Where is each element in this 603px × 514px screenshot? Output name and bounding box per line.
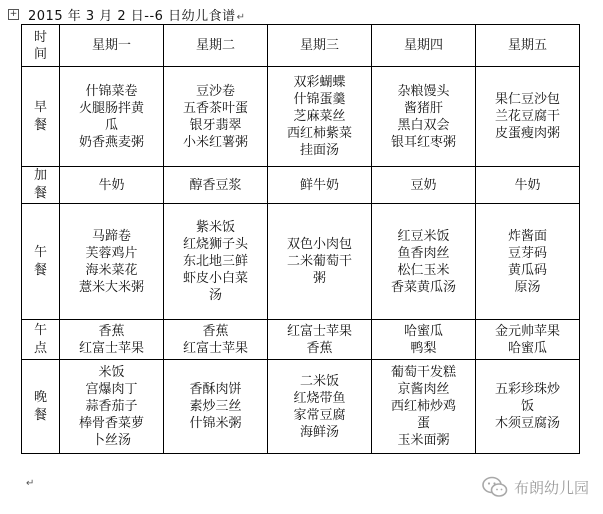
row-label-dinner bbox=[22, 360, 60, 454]
menu-cell-lunch-wednesday bbox=[268, 204, 372, 320]
menu-item-line: 香蕉 bbox=[98, 323, 125, 339]
menu-cell-dinner-friday bbox=[476, 360, 580, 454]
paragraph-mark: ↵ bbox=[236, 12, 246, 23]
menu-item-line: 京酱肉丝 bbox=[397, 382, 450, 397]
menu-item-line: 芙蓉鸡片 bbox=[85, 245, 138, 261]
menu-item-line: 原汤 bbox=[514, 279, 541, 295]
menu-item-line: 牛奶 bbox=[98, 177, 125, 193]
menu-item-line: 五香茶叶蛋 bbox=[182, 100, 248, 116]
menu-item-line: 双色小肉包 bbox=[286, 237, 352, 252]
menu-cell-breakfast-tuesday bbox=[164, 67, 268, 167]
menu-item-line: 哈蜜瓜 bbox=[403, 323, 443, 339]
menu-table-body bbox=[22, 67, 580, 454]
menu-item-line: 香蕉 bbox=[202, 323, 229, 339]
menu-item-line: 香酥肉饼 bbox=[189, 382, 242, 397]
watermark-text: 布朗幼儿园 bbox=[513, 478, 589, 497]
menu-item-line: 海鲜汤 bbox=[299, 424, 339, 440]
menu-item-line: 鱼香肉丝 bbox=[397, 245, 450, 261]
menu-item-line: 棒骨香菜萝 bbox=[78, 416, 144, 431]
menu-item-line: 鸭梨 bbox=[410, 340, 437, 356]
menu-item-line: 卜丝汤 bbox=[91, 433, 131, 448]
menu-item-line: 蛋 bbox=[416, 416, 430, 431]
menu-cell-lunch-tuesday bbox=[164, 204, 268, 320]
menu-item-line: 素炒三丝 bbox=[189, 399, 242, 414]
menu-item-line: 粥 bbox=[312, 271, 326, 286]
menu-item-line: 黑白双会 bbox=[397, 117, 450, 133]
menu-item-line: 瓜 bbox=[104, 117, 118, 133]
row-label-afternoon-snack bbox=[22, 320, 60, 360]
menu-item-line: 牛奶 bbox=[514, 177, 541, 193]
menu-cell-dinner-monday bbox=[60, 360, 164, 454]
menu-item-line: 海米菜花 bbox=[85, 262, 138, 278]
row-label-line: 餐 bbox=[33, 407, 47, 423]
menu-item-line: 芝麻菜丝 bbox=[293, 109, 346, 124]
menu-cell-afternoon-snack-monday bbox=[60, 320, 164, 360]
menu-cell-dinner-tuesday bbox=[164, 360, 268, 454]
row-label-breakfast bbox=[22, 67, 60, 167]
row-label-line: 点 bbox=[33, 340, 47, 356]
row-label-line: 加 bbox=[33, 168, 47, 183]
row-label-line: 晚 bbox=[33, 389, 47, 405]
menu-item-line: 家常豆腐 bbox=[293, 407, 346, 423]
menu-item-line: 什锦菜卷 bbox=[85, 83, 138, 99]
menu-item-line: 酱猪肝 bbox=[403, 100, 443, 116]
menu-cell-snack-wednesday bbox=[268, 167, 372, 204]
menu-item-line: 玉米面粥 bbox=[397, 433, 450, 448]
header-cell-monday: 星期一 bbox=[60, 25, 164, 67]
menu-item-line: 东北地三鲜 bbox=[182, 254, 248, 269]
menu-item-line: 红富士苹果 bbox=[286, 323, 352, 339]
menu-item-line: 香菜黄瓜汤 bbox=[390, 279, 456, 295]
row-label-line: 早 bbox=[33, 99, 47, 115]
header-cell-wednesday: 星期三 bbox=[268, 25, 372, 67]
menu-item-line: 葡萄干发糕 bbox=[390, 365, 456, 380]
menu-table bbox=[21, 24, 580, 454]
menu-item-line: 西红柿紫菜 bbox=[286, 126, 352, 141]
menu-cell-lunch-friday bbox=[476, 204, 580, 320]
menu-item-line: 杂粮馒头 bbox=[397, 83, 450, 99]
menu-item-line: 二米饭 bbox=[299, 373, 339, 389]
title-text: 2015 年 3 月 2 日--6 日幼儿食谱 bbox=[28, 9, 236, 24]
table-row-snack bbox=[22, 167, 580, 204]
watermark bbox=[482, 476, 589, 498]
row-label-lunch bbox=[22, 204, 60, 320]
menu-item-line: 松仁玉米 bbox=[397, 262, 450, 278]
menu-cell-snack-monday bbox=[60, 167, 164, 204]
menu-item-line: 宫爆肉丁 bbox=[85, 382, 138, 397]
menu-item-line: 汤 bbox=[208, 288, 222, 303]
table-move-handle[interactable]: + bbox=[9, 9, 18, 19]
row-label-line: 餐 bbox=[33, 186, 47, 201]
menu-item-line: 火腿肠拌黄 bbox=[78, 100, 144, 116]
menu-item-line: 二米葡萄干 bbox=[286, 254, 352, 269]
row-label-snack bbox=[22, 167, 60, 204]
table-row-dinner bbox=[22, 360, 580, 454]
menu-item-line: 哈蜜瓜 bbox=[507, 340, 547, 356]
menu-item-line: 饭 bbox=[520, 399, 534, 414]
header-cell-friday: 星期五 bbox=[476, 25, 580, 67]
menu-item-line: 什锦蛋羹 bbox=[293, 92, 346, 107]
table-row-breakfast bbox=[22, 67, 580, 167]
menu-cell-afternoon-snack-friday bbox=[476, 320, 580, 360]
menu-item-line: 银牙翡翠 bbox=[189, 117, 242, 133]
menu-item-line: 奶香燕麦粥 bbox=[78, 134, 144, 150]
menu-item-line: 果仁豆沙包 bbox=[494, 92, 560, 107]
row-label-line: 餐 bbox=[33, 262, 47, 278]
row-label-line: 午 bbox=[33, 322, 47, 338]
menu-cell-breakfast-monday bbox=[60, 67, 164, 167]
menu-item-line: 红烧狮子头 bbox=[182, 237, 248, 252]
menu-cell-breakfast-thursday bbox=[372, 67, 476, 167]
menu-item-line: 红烧带鱼 bbox=[293, 390, 346, 406]
menu-cell-lunch-monday bbox=[60, 204, 164, 320]
menu-item-line: 皮蛋瘦肉粥 bbox=[494, 126, 560, 141]
menu-cell-afternoon-snack-wednesday bbox=[268, 320, 372, 360]
menu-item-line: 兰花豆腐干 bbox=[494, 109, 560, 124]
menu-cell-lunch-thursday bbox=[372, 204, 476, 320]
header-cell-thursday: 星期四 bbox=[372, 25, 476, 67]
header-cell-tuesday: 星期二 bbox=[164, 25, 268, 67]
header-row bbox=[22, 25, 580, 67]
menu-item-line: 银耳红枣粥 bbox=[390, 134, 456, 150]
menu-cell-snack-tuesday bbox=[164, 167, 268, 204]
menu-item-line: 豆奶 bbox=[410, 177, 437, 193]
menu-item-line: 金元帅苹果 bbox=[494, 323, 560, 339]
menu-item-line: 红豆米饭 bbox=[397, 228, 450, 244]
header-time-line-1: 时 bbox=[33, 29, 47, 45]
menu-item-line: 什锦米粥 bbox=[189, 416, 242, 431]
menu-item-line: 香蕉 bbox=[306, 340, 333, 356]
wechat-icon bbox=[482, 476, 508, 498]
menu-item-line: 虾皮小白菜 bbox=[182, 271, 248, 286]
menu-item-line: 五彩珍珠炒 bbox=[494, 382, 560, 397]
menu-item-line: 小米红薯粥 bbox=[182, 134, 248, 150]
menu-item-line: 薏米大米粥 bbox=[78, 279, 144, 295]
menu-item-line: 马蹄卷 bbox=[91, 228, 131, 244]
menu-item-line: 炸酱面 bbox=[507, 228, 547, 244]
menu-item-line: 挂面汤 bbox=[299, 143, 339, 158]
page-title bbox=[28, 5, 245, 24]
menu-item-line: 豆沙卷 bbox=[195, 83, 235, 99]
menu-item-line: 红富士苹果 bbox=[182, 340, 248, 356]
menu-cell-dinner-thursday bbox=[372, 360, 476, 454]
header-time-line-2: 间 bbox=[33, 46, 47, 62]
menu-item-line: 双彩蝴蝶 bbox=[293, 75, 346, 90]
menu-cell-afternoon-snack-thursday bbox=[372, 320, 476, 360]
menu-item-line: 醇香豆浆 bbox=[189, 177, 242, 193]
menu-item-line: 米饭 bbox=[98, 365, 125, 380]
menu-item-line: 西红柿炒鸡 bbox=[390, 399, 456, 414]
menu-item-line: 木须豆腐汤 bbox=[494, 416, 560, 431]
menu-item-line: 紫米饭 bbox=[195, 220, 235, 235]
table-row-lunch bbox=[22, 204, 580, 320]
row-label-line: 餐 bbox=[33, 117, 47, 133]
menu-cell-afternoon-snack-tuesday bbox=[164, 320, 268, 360]
menu-cell-breakfast-wednesday bbox=[268, 67, 372, 167]
paragraph-mark: ↵ bbox=[26, 478, 35, 489]
menu-item-line: 红富士苹果 bbox=[78, 340, 144, 356]
menu-cell-breakfast-friday bbox=[476, 67, 580, 167]
menu-cell-snack-friday bbox=[476, 167, 580, 204]
menu-item-line: 豆芽码 bbox=[507, 245, 547, 261]
table-row-afternoon-snack bbox=[22, 320, 580, 360]
menu-item-line: 黄瓜码 bbox=[507, 262, 547, 278]
menu-item-line: 鲜牛奶 bbox=[299, 177, 339, 193]
menu-cell-snack-thursday bbox=[372, 167, 476, 204]
menu-cell-dinner-wednesday bbox=[268, 360, 372, 454]
menu-item-line: 蒜香茄子 bbox=[85, 399, 138, 414]
header-cell-time bbox=[22, 25, 60, 67]
row-label-line: 午 bbox=[33, 244, 47, 260]
